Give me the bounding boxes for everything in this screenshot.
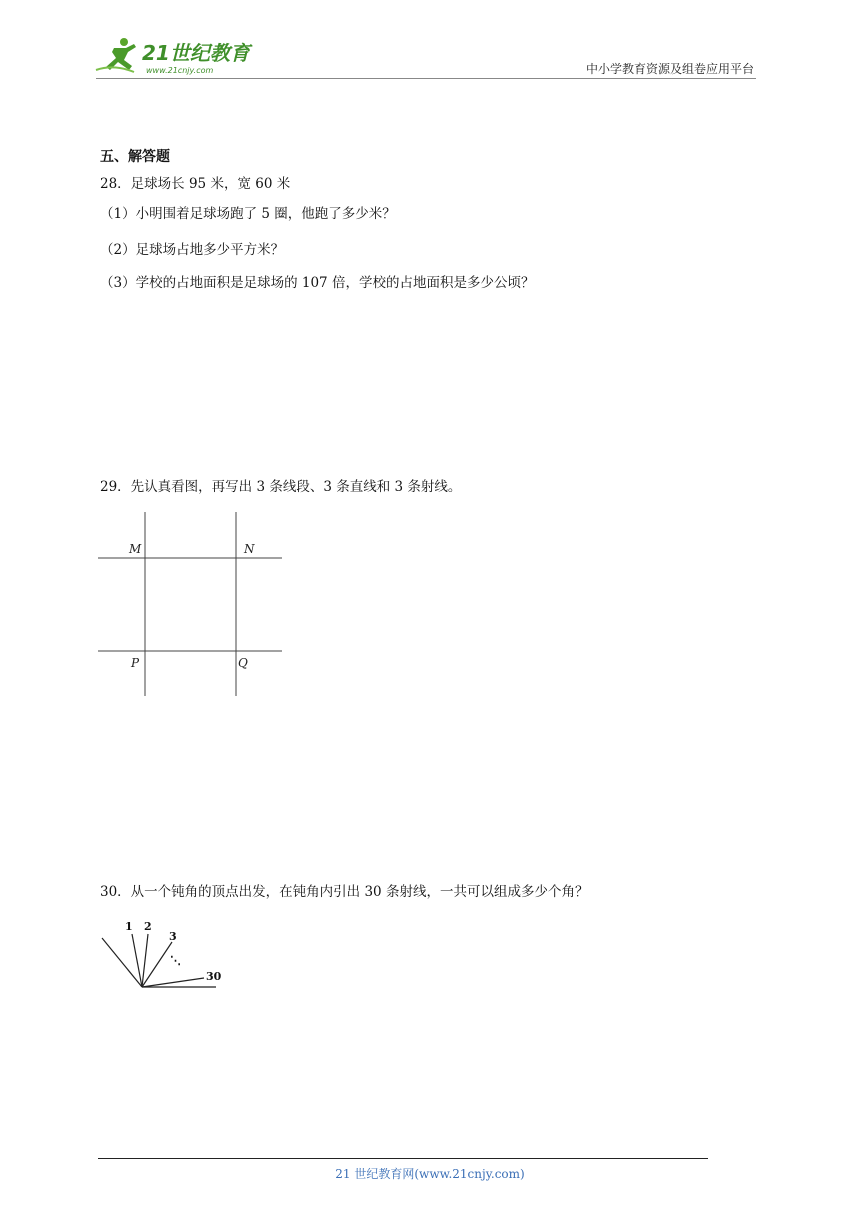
logo-text: 21世纪教育 [142, 41, 250, 65]
question-29-stem: 29．先认真看图，再写出 3 条线段、3 条直线和 3 条射线。 [100, 479, 462, 495]
question-30-stem: 30．从一个钝角的顶点出发，在钝角内引出 30 条射线，一共可以组成多少个角？ [100, 884, 589, 900]
question-28-part-1: （1）小明围着足球场跑了 5 圈，他跑了多少米？ [100, 206, 396, 222]
ray-label-3: 3 [169, 930, 177, 943]
ray-1 [132, 934, 142, 987]
header-platform-text: 中小学教育资源及组卷应用平台 [585, 62, 754, 76]
lines-grid-figure [98, 510, 284, 700]
question-28-part-2: （2）足球场占地多少平方米？ [100, 242, 285, 258]
ray-label-30: 30 [206, 970, 222, 983]
question-28-part-3: （3）学校的占地面积是足球场的 107 倍，学校的占地面积是多少公顷？ [100, 275, 535, 291]
point-label-p: P [131, 656, 140, 670]
point-label-m: M [129, 542, 142, 556]
footer-site-link[interactable]: 21 世纪教育网(www.21cnjy.com) [335, 1167, 525, 1181]
point-label-q: Q [238, 656, 248, 670]
question-28-stem: 28．足球场长 95 米，宽 60 米 [100, 176, 291, 192]
rays-angle-figure [98, 914, 222, 994]
runner-icon [96, 38, 136, 72]
site-logo [94, 34, 264, 78]
point-label-n: N [244, 542, 255, 556]
ray-label-1: 1 [125, 920, 133, 933]
ray-label-dots: ⋱ [170, 954, 181, 967]
header-divider [96, 78, 756, 79]
logo-url: www.21cnjy.com [146, 66, 214, 75]
section-title: 五、解答题 [100, 149, 170, 165]
ray-30 [142, 978, 204, 987]
footer-divider [98, 1158, 708, 1159]
ray-label-2: 2 [144, 920, 152, 933]
angle-side-left [102, 938, 142, 987]
